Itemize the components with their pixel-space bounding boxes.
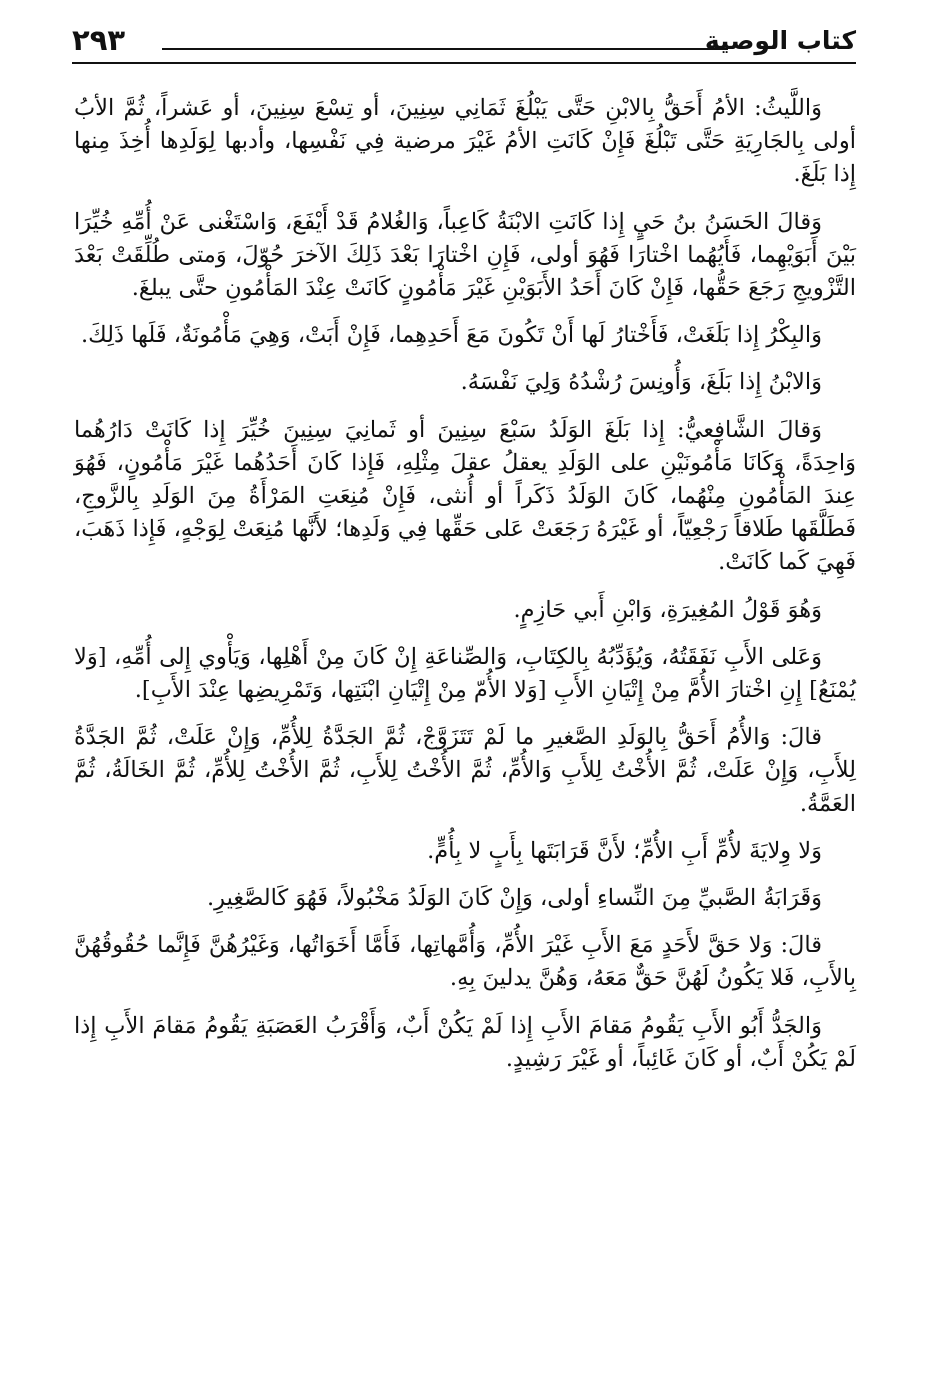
paragraph: وَقَرَابَةُ الصَّبيِّ مِنَ النِّساءِ أولى، وَإِنْ كَانَ الوَلَدُ مَخْبُولاً، فَهُوَ كَالصَّغِيرِ.: [207, 885, 822, 912]
paragraph: وَلا وِلايَةَ لأُمِّ أَبِ الأُمِّ؛ لأَنَّ قَرَابَتَها بِأَبٍ لا بِأُمٍّ.: [427, 837, 822, 864]
paragraph: وَقالَ الحَسَنُ بنُ حَيٍ إِذا كَانَتِ الابْنَةُ كَاعِباً، وَالغُلامُ قَدْ أَيْفَعَ، وَاسْتَغْنى عَنْ أُمِّهِ خُيِّرَا بَيْنَ أَبَوَيْهِما، فَأَيُهُما اخْتارَا فَهُوَ أولى، فَإِنِ اخْتارَا بَعْدَ ذَلِكَ الآخرَ حُوّلَ، وَمتى طُلِّقَتْ بَعْدَ التَّزْويجِ رَجَعَ حَقُّها، فَإِنْ كَانَ أَحَدُ الأَبَوَيْنِ غَيْرَ مَأْمُونٍ كَانَتْ عِنْدَ المَأْمُونِ حتَّى يبلغَ.: [74, 208, 856, 302]
page-number: ٢٩٣: [72, 23, 126, 57]
chapter-title: كتاب الوصية: [704, 26, 856, 55]
paragraph: وَالجَدُّ أَبُو الأَبِ يَقُومُ مَقامَ الأَبِ إِذا لَمْ يَكُنْ أَبٌ، وَأَقْرَبُ العَصَبَةِ يَقُومُ مَقامَ الأَبِ إِذا لَمْ يَكُنْ أَبٌ، أو كَانَ غَائِباً، أو غَيْرَ رَشِيدٍ.: [74, 1012, 856, 1072]
running-header: [72, 22, 856, 66]
header-divider: [72, 62, 856, 64]
paragraph: قالَ: وَلا حَقَّ لأَحَدٍ مَعَ الأَبِ غَيْرَ الأُمِّ، وَأُمَّهاتِها، فَأَمَّا أَخَوَاتُها، وَغَيْرُهُنَّ فَإِنَّما حُقُوقُهُنَّ بِالأَبِ، فَلا يَكُونُ لَهُنَّ حَقٌّ مَعَهُ، وَهُنَّ يدلينَ بِهِ.: [74, 932, 856, 992]
paragraph: وَالابْنُ إِذا بَلَغَ، وَأُونِسَ رُشْدُهُ وَلِيَ نَفْسَهُ.: [460, 369, 822, 396]
paragraph: وَعَلى الأَبِ نَفَقَتُهُ، وَيُؤَدِّبُهُ بِالكِتَابِ، وَالصِّناعَةِ إِنْ كَانَ مِنْ أَهْلِها، وَيَأْوي إِلى أُمِّهِ، [وَلا يُمْنَعُ] إِنِ اخْتارَ الأُمَّ مِنْ إِتْيَانِ الأَبِ [وَلا الأُمّ مِنْ إِتْيَانِ ابْنَتِها، وَتَمْرِيضِها عِنْدَ الأَبِ].: [74, 643, 856, 704]
paragraph: وَقالَ الشَّافِعيُّ: إِذا بَلَغَ الوَلَدُ سَبْعَ سِنِينَ أو ثَمانِيَ سِنِينَ خُيِّرَ إِذا كَانَتْ دَارُهُما وَاحِدَةً، وَكَانَا مَأْمُونَيْنِ على الوَلَدِ يعقلُ عقلَ مِثْلِهِ، فَإِذا كَانَ أَحَدُهُما غَيْرَ مَأْمُونٍ، فَهُوَ عِندَ المَأْمُونِ مِنْهُما، كَانَ الوَلَدُ ذَكَراً أو أُنثى، فَإِنْ مُنِعَتِ المَرْأَةُ مِنَ الوَلَدِ بِالزَّوجِ، فَطَلَّقَها طَلاقاً رَجْعِيّاً، أو غَيْرَهُ رَجَعَتْ عَلى حَقِّها فِي وَلَدِها؛ لأَنَّها مُنِعَتْ لِوَجْهٍ، فَإِذا ذَهَبَ، فَهِيَ كَما كَانَتْ.: [74, 416, 856, 576]
paragraph: وَهُوَ قَوْلُ المُغِيرَةِ، وَابْنِ أَبي حَازِمٍ.: [513, 596, 822, 623]
paragraph: قالَ: وَالأُمُ أَحَقُّ بِالوَلَدِ الصَّغيرِ ما لَمْ تَتَزَوَّجْ، ثُمَّ الجَدَّةُ لِلأُمِّ، وَإِنْ عَلَتْ، ثُمَّ الجَدَّةُ لِلأَبِ، وَإِنْ عَلَتْ، ثُمَّ الأُخْتُ لِلأَبِ وَالأُمِّ، ثُمَّ الأُخْتُ لِلأَبِ، ثُمَّ الأُخْتُ لِلأُمِّ، ثُمَّ الخَالَةُ، ثُمَّ العَمَّةُ.: [74, 724, 856, 817]
paragraph: وَاللَّيثُ: الأمُ أَحَقُّ بِالابْنِ حَتَّى يَبْلُغَ ثَمَانِي سِنِينَ، أو تِسْعَ سِنِينَ، أو عَشراً، ثُمَّ الأبُ أولى بِالجَارِيَةِ حَتَّى تَبْلُغَ فَإِنْ كَانَتِ الأمُ غَيْرَ مرضية فِي نَفْسِها، وأدبها لِوَلَدِها أُخِذَ مِنها إِذا بَلَغَ.: [74, 95, 856, 188]
header-line: [162, 48, 728, 50]
body-text: [74, 92, 856, 1090]
paragraph: وَالبِكْرُ إِذا بَلَغَتْ، فَأَخْتارُ لَها أَنْ تَكُونَ مَعَ أَحَدِهِما، فَإِنْ أَبَتْ، وَهِيَ مَأْمُونَةٌ، فَلَها ذَلِكَ.: [81, 322, 822, 349]
